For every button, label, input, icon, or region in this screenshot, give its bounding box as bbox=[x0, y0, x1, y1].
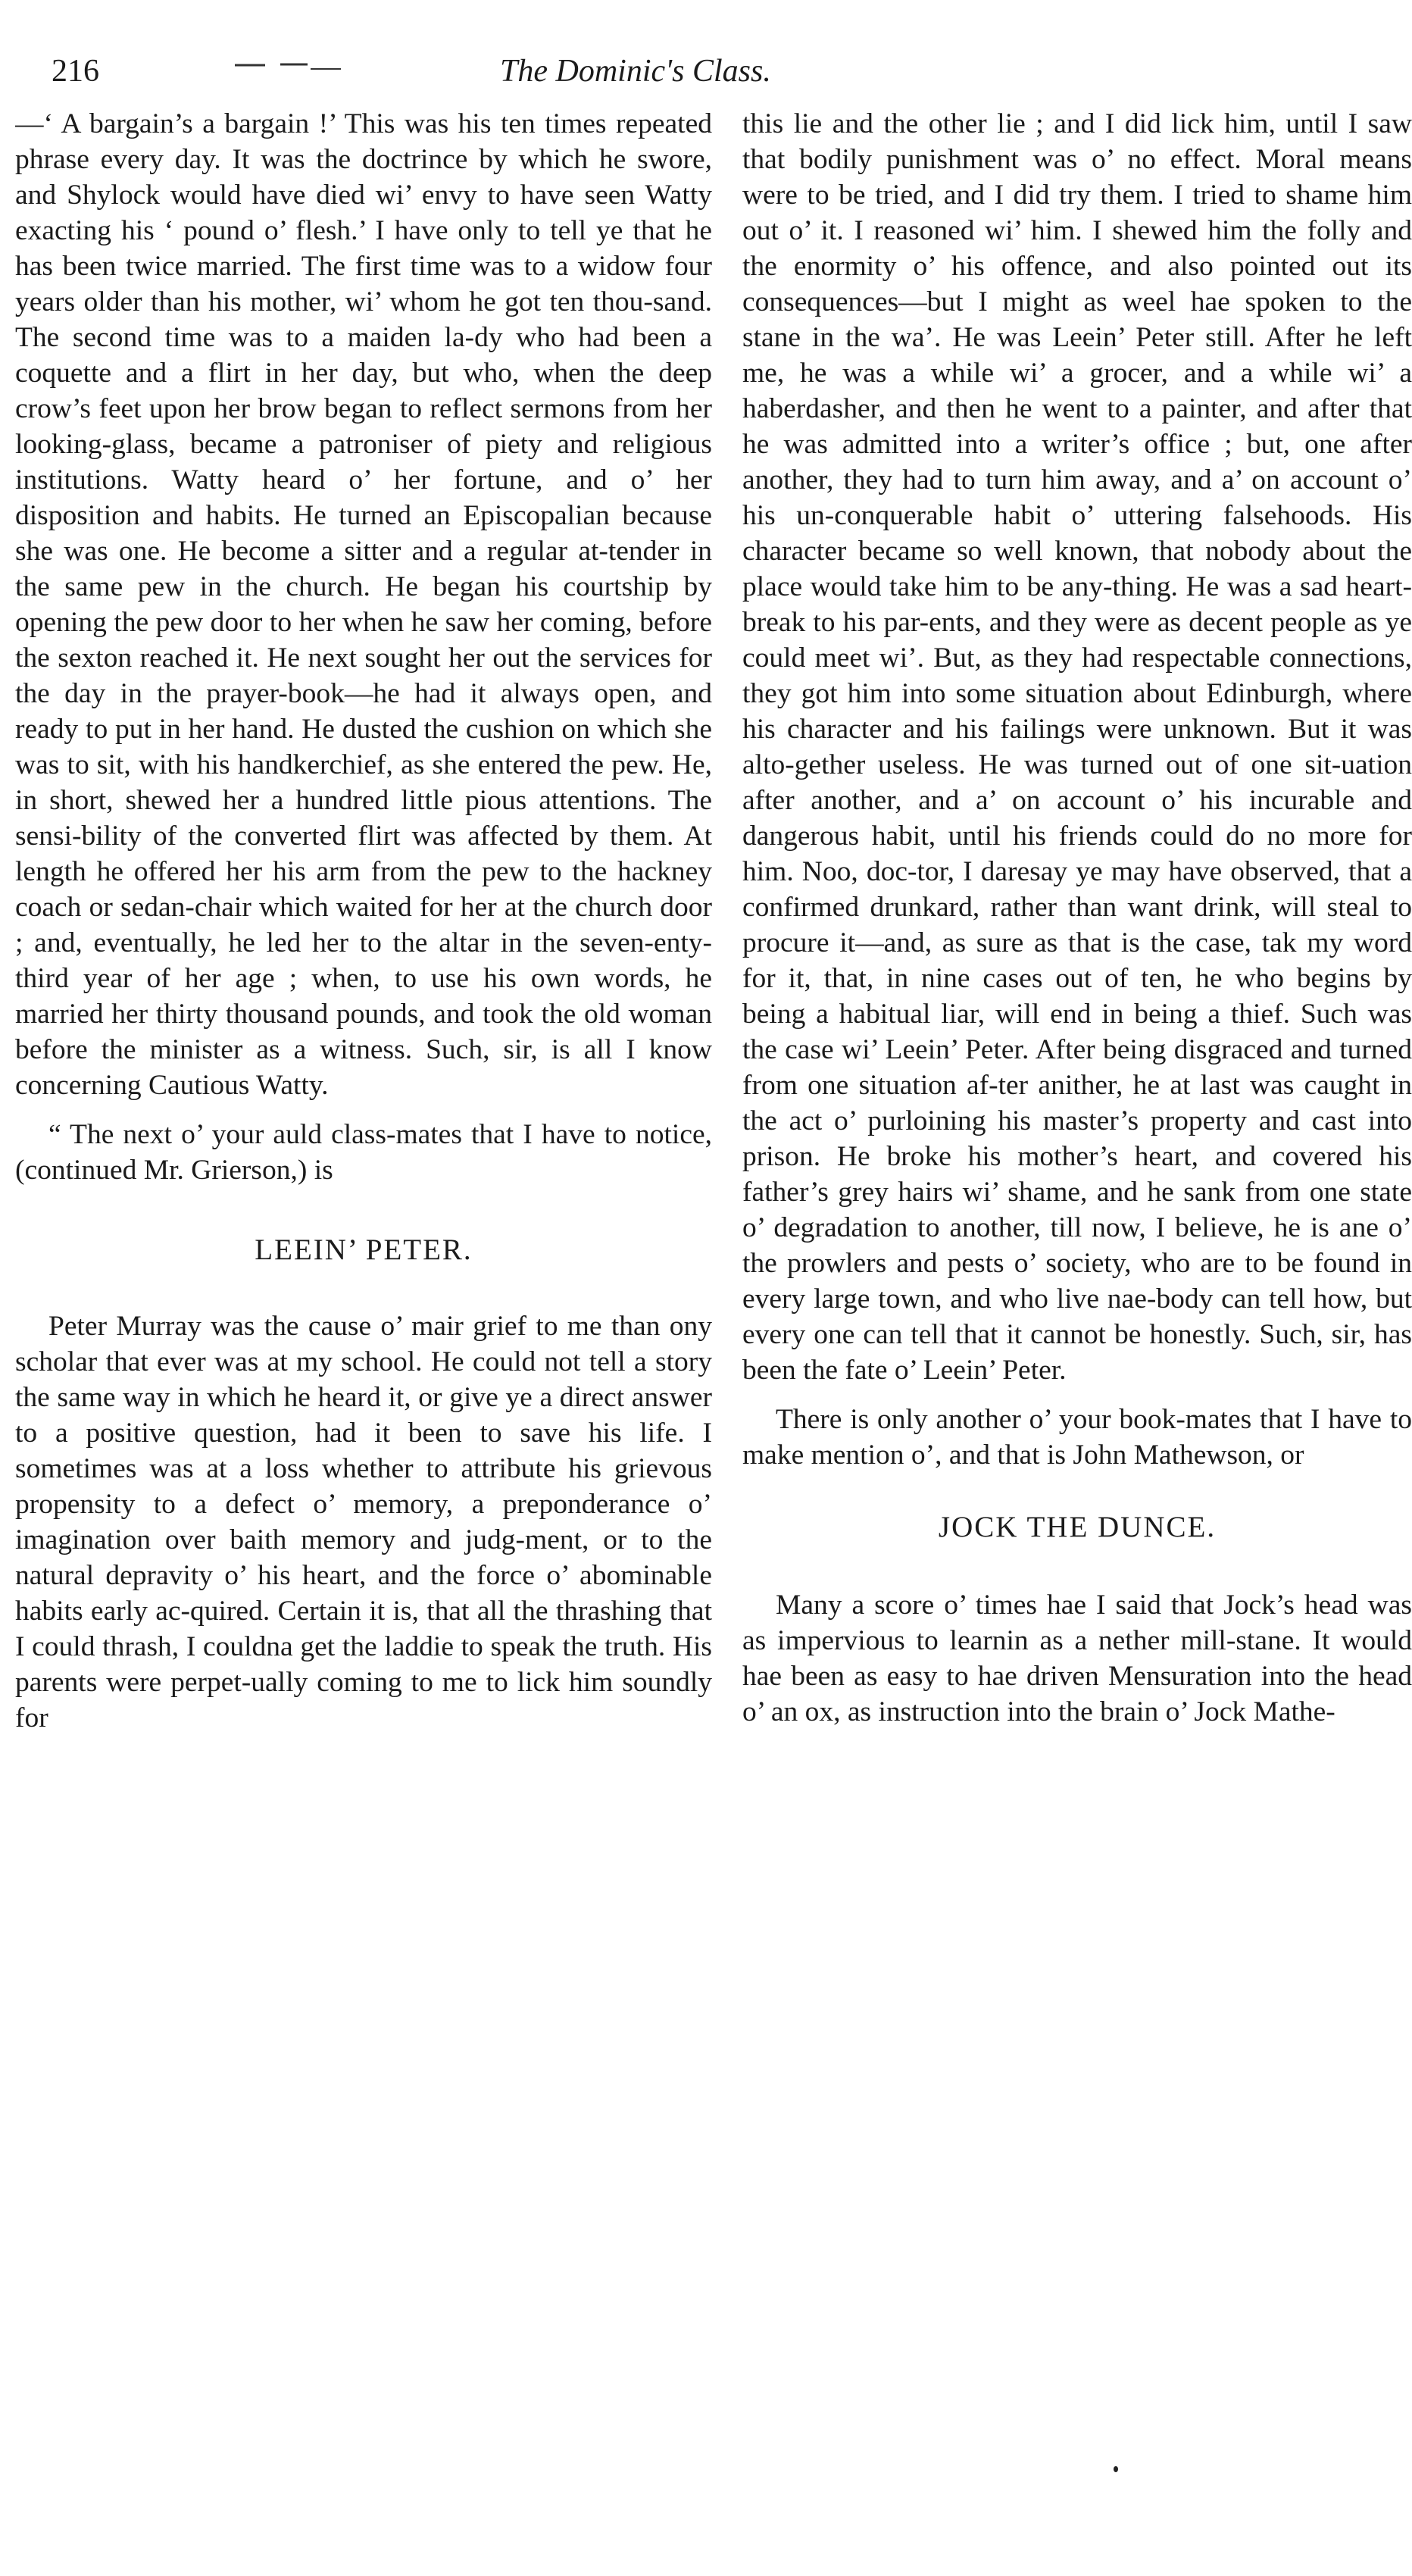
left-paragraph-2: “ The next o’ your auld class-mates that I have to notice, (continued Mr. Grierson,) is bbox=[15, 1119, 712, 1186]
print-speck bbox=[1114, 2466, 1118, 2472]
right-paragraph-2: There is only another o’ your book-mates that I have to make mention o’, and that is John Mathewson, or bbox=[742, 1404, 1412, 1471]
left-paragraph-1: —‘ A bargain’s a bargain !’ This was his ten times repeated phrase every day. It was the doctrince by which he swore, and Shylock would have died wi’ envy to have seen Watty exacting his ‘ pound o’ flesh.’ I have only to tell ye that he has been twice married. The first time was to a widow four years older than his mother, wi’ whom he got ten thou-sand. The second time was to a maiden la-dy who had been a coquette and a flirt in her day, but who, when the deep crow’s feet upon her brow began to reflect sermons from her looking-glass, became a patroniser of piety and religious institutions. Watty heard o’ her fortune, and o’ her disposition and habits. He turned an Episcopalian because she was one. He become a sitter and a regular at-tender in the same pew in the church. He began his courtship by opening the pew door to her when he saw her coming, before the sexton reached it. He next sought her out the services for the day in the prayer-book—he had it always open, and ready to put in her hand. He dusted the cushion on which she was to sit, with his handkerchief, as she entered the pew. He, in short, shewed her a hundred little pious attentions. The sensi-bility of the converted flirt was affected by them. At length he offered her his arm from the pew to the hackney coach or sedan-chair which waited for her at the church door ; and, eventually, he led her to the altar in the seven-enty-third year of her age ; when, to use his own words, he married her thirty thousand pounds, and took the old woman before the minister as a witness. Such, sir, is all I know concerning Cautious Watty. bbox=[15, 108, 712, 1101]
running-title: The Dominic's Class. bbox=[500, 54, 771, 89]
left-column bbox=[15, 106, 712, 2515]
right-column bbox=[742, 106, 1412, 2515]
right-paragraph-3: Many a score o’ times hae I said that Jock’s head was as impervious to learnin as a nether mill-stane. It would hae been as easy to hae driven Mensuration into the head o’ an ox, as instruction into the brain o’ Jock Mathe- bbox=[742, 1590, 1412, 1727]
page-number: 216 bbox=[52, 54, 99, 89]
right-paragraph-1: this lie and the other lie ; and I did lick him, until I saw that bodily punishment was o’ no effect. Moral means were to be tried, and I did try them. I tried to shame him out o’ it. I reasoned wi’ him. I shewed him the folly and the enormity o’ his offence, and also pointed out its consequences—but I might as weel hae spoken to the stane in the wa’. He was Leein’ Peter still. After he left me, he was a while wi’ a grocer, and a while wi’ a haberdasher, and then he went to a painter, and after that he was admitted into a writer’s office ; but, one after another, they had to turn him away, and a’ on account o’ his un-conquerable habit o’ uttering falsehoods. His character became so well known, that nobody about the place would take him to be any-thing. He was a sad heart-break to his par-ents, and they were as decent people as ye could meet wi’. But, as they had respectable connections, they got him into some situation about Edinburgh, where his character and his failings were unknown. But it was alto-gether useless. He was turned out of one sit-uation after another, and a’ on account o’ his incurable and dangerous habit, until his friends could do no more for him. Noo, doc-tor, I daresay ye may have observed, that a confirmed drunkard, rather than want drink, will steal to procure it—and, as sure as that is the case, tak my word for it, that, in nine cases out of ten, he who begins by being a habitual liar, will end in being a thief. Such was the case wi’ Leein’ Peter. After being disgraced and turned from one situation af-ter anither, he at last was caught in the act o’ purloining his master’s property and cast into prison. He broke his mother’s heart, and covered his father’s grey hairs wi’ shame, and he sank from one state o’ degradation to another, till now, I believe, he is ane o’ the prowlers and pests o’ society, who are to be found in every large town, and who live nae-body can tell how, but every one can tell that it cannot be honestly. Such, sir, has been the fate o’ Leein’ Peter. bbox=[742, 108, 1412, 1386]
left-paragraph-3: Peter Murray was the cause o’ mair grief to me than ony scholar that ever was at my school. He could not tell a story the same way in which he heard it, or give ye a direct answer to a positive question, had it been to save his life. I sometimes was at a loss whether to attribute his grievous propensity to a defect o’ memory, a preponderance o’ imagination over baith memory and judg-ment, or to the natural depravity o’ his heart, and the force o’ abominable habits early ac-quired. Certain it is, that all the thrashing that I could thrash, I couldna get the laddie to speak the truth. His parents were perpet-ually coming to me to lick him soundly for bbox=[15, 1311, 712, 1733]
section-heading-jock-the-dunce: JOCK THE DUNCE. bbox=[938, 1511, 1217, 1543]
page-header bbox=[45, 48, 894, 94]
section-heading-leein-peter: LEEIN’ PETER. bbox=[255, 1233, 473, 1266]
header-ornament bbox=[235, 62, 341, 73]
